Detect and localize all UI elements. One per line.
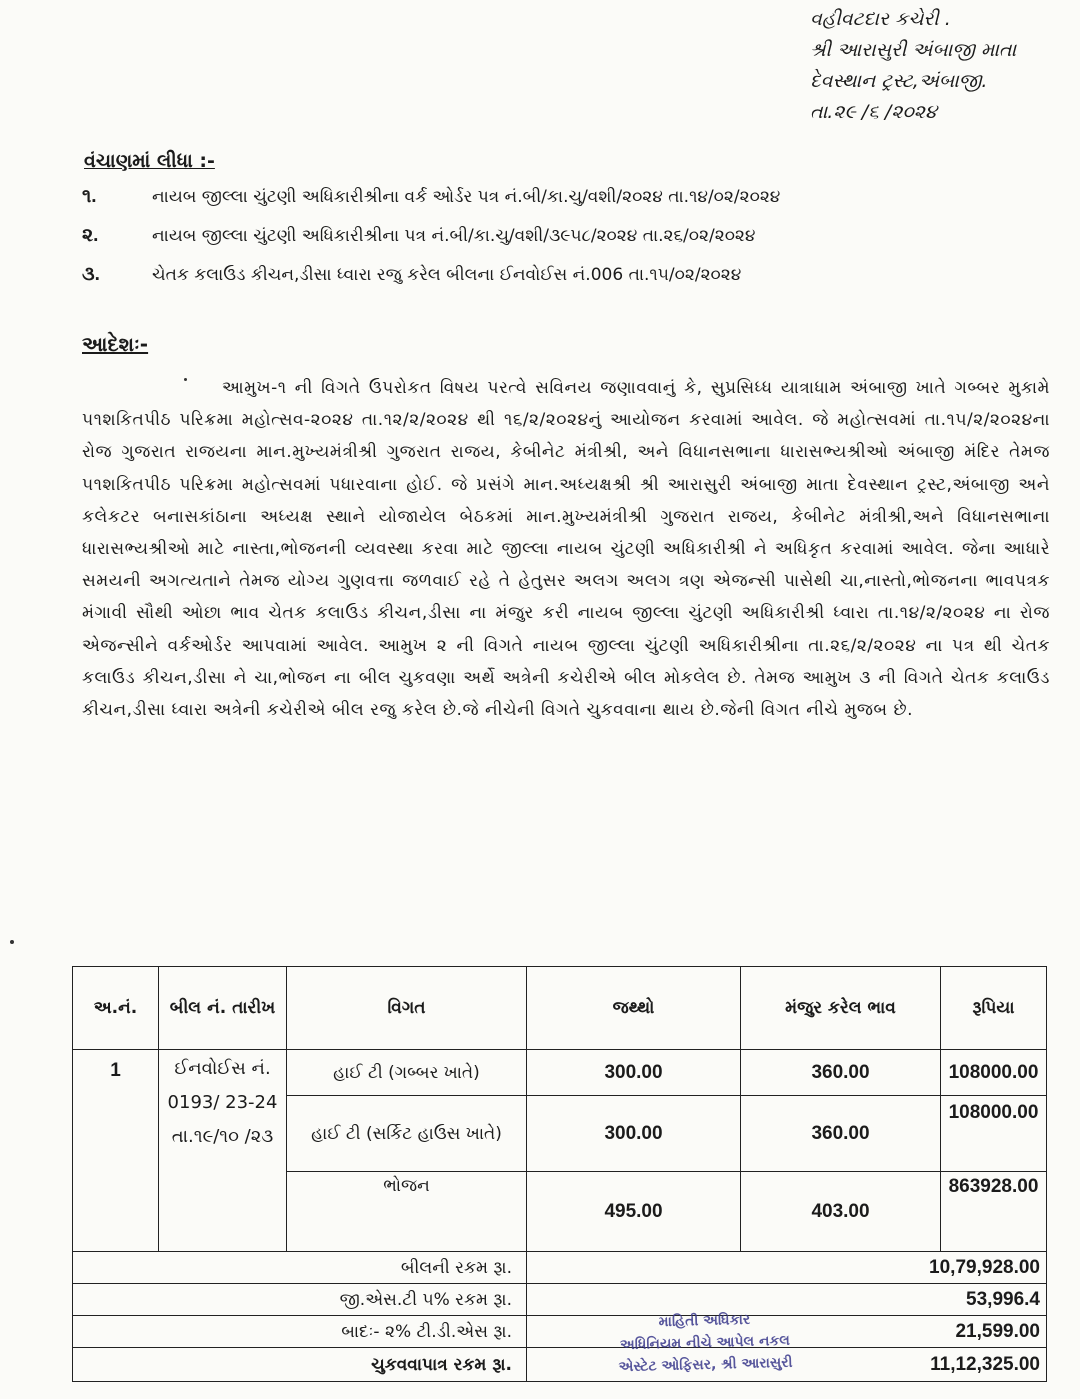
stamp-line: એસ્ટેટ ઓફિસર, શ્રી આરાસુરી [618,1354,793,1376]
reference-text: ચેતક કલાઉડ કીચન,ડીસા ધ્વારા રજુ કરેલ બીલના ઈનવોઈસ નં.006 તા.૧૫/૦૨/૨૦૨૪ [152,265,742,285]
header-date: તા.૨૯ /૬ /૨૦૨૪ [810,101,937,123]
total-row [73,1316,1047,1348]
reference-number: ૨. [82,225,99,246]
cell-rate: 403.00 [741,1172,941,1252]
cell-quantity: 300.00 [527,1050,741,1096]
cell-bill-ref: ઈનવોઈસ નં. 0193/ 23-24 તા.૧૯/૧૦ /૨૩ [159,1050,287,1252]
total-label: જી.એસ.ટી ૫% રકમ રૂા. [73,1284,527,1316]
bill-table [72,966,1047,1382]
order-body [82,372,1050,726]
col-header-quantity: જથ્થો [527,967,741,1050]
table-row [73,1050,1047,1096]
col-header-amount: રૂપિયા [941,967,1047,1050]
total-value: 10,79,928.00 [527,1252,1047,1284]
scan-speck [10,940,14,944]
cell-rate: 360.00 [741,1050,941,1096]
total-label: બીલની રકમ રૂા. [73,1252,527,1284]
col-header-bill-no: બીલ નં. તારીખ [159,967,287,1050]
cell-detail: હાઈ ટી (ગબ્બર ખાતે) [287,1050,527,1096]
total-row [73,1284,1047,1316]
stamp-line: અધિનિયમ નીચે આપેલ નકલ [619,1332,791,1354]
header-office: વહીવટદાર કચેરી . [810,8,951,30]
cell-amount: 108000.00 [941,1050,1047,1096]
scan-speck [184,378,187,381]
rti-stamp [574,1307,836,1380]
references-title: વંચાણમાં લીધા :- [84,150,215,172]
total-row [73,1252,1047,1284]
total-value: 11,12,325.00 [527,1348,1047,1382]
total-value: 21,599.00 [527,1316,1047,1348]
reference-text: નાયબ જીલ્લા ચુંટણી અધિકારીશ્રીના વર્ક ઓર્ડર પત્ર નં.બી/કા.ચુ/વશી/૨૦૨૪ તા.૧૪/૦૨/૨૦૨૪ [152,187,781,207]
stamp-line: માહિતી અધિકાર [658,1311,751,1331]
total-label: ચુકવવાપાત્ર રકમ રૂા. [73,1348,527,1382]
reference-text: નાયબ જીલ્લા ચુંટણી અધિકારીશ્રીના પત્ર નં.બી/કા.ચુ/વશી/૩૯૫૮/૨૦૨૪ તા.૨૬/૦૨/૨૦૨૪ [152,226,756,246]
office-header [810,4,1070,128]
cell-quantity: 300.00 [527,1096,741,1172]
cell-detail: હાઈ ટી (સર્કિટ હાઉસ ખાતે) [287,1096,527,1172]
reference-item [82,225,755,247]
total-row [73,1348,1047,1382]
reference-number: ૩. [82,264,100,285]
total-value: 53,996.4 [527,1284,1047,1316]
table-header-row [73,967,1047,1050]
reference-item [82,264,741,286]
cell-serial: 1 [73,1050,159,1252]
cell-detail: ભોજન [287,1172,527,1252]
reference-number: ૧. [82,186,97,207]
cell-amount: 863928.00 [941,1172,1047,1252]
col-header-approved-rate: મંજુર કરેલ ભાવ [741,967,941,1050]
order-body-text: આમુખ-૧ ની વિગતે ઉપરોકત વિષય પરત્વે સવિનય જણાવવાનું કે, સુપ્રસિધ્ધ યાત્રાધામ અંબાજી ખાતે ગબ્બર મુકામે ૫૧શકિતપીઠ પરિક્રમા મહોત્સવ-૨૦૨૪ તા.૧૨/૨/૨૦૨૪ થી ૧૬/૨/૨૦૨૪નું આયોજન કરવામાં આવેલ. જે મહોત્સવમાં તા.૧૫/૨/૨૦૨૪ના રોજ ગુજરાત રાજયના માન.મુખ્યમંત્રીશ્રી ગુજરાત રાજય, કેબીનેટ મંત્રીશ્રી, અને વિધાનસભાના ધારાસભ્યશ્રીઓ અંબાજી મંદિર તેમજ ૫૧શકિતપીઠ પરિક્રમા મહોત્સવમાં પધારવાના હોઈ. જે પ્રસંગે માન.અધ્યક્ષશ્રી શ્રી આરાસુરી અંબાજી માતા દેવસ્થાન ટ્રસ્ટ,અંબાજી અને કલેકટર બનાસકાંઠાના અધ્યક્ષ સ્થાને યોજાયેલ બેઠકમાં માન.મુખ્યમંત્રીશ્રી ગુજરાત રાજય, કેબીનેટ મંત્રીશ્રી,અને વિધાનસભાના ધારાસભ્યશ્રીઓ માટે નાસ્તા,ભોજનની વ્યવસ્થા કરવા માટે જીલ્લા નાયબ ચુંટણી અધિકારીશ્રી ને અધિકૃત કરવામાં આવેલ. જેના આધારે સમયની અગત્યતાને તેમજ યોગ્ય ગુણવત્તા જળવાઈ રહે તે હેતુસર અલગ અલગ ત્રણ એજન્સી પાસેથી ચા,નાસ્તો,ભોજનના ભાવપત્રક મંગાવી સૌથી ઓછા ભાવ ચેતક કલાઉડ કીચન,ડીસા ના મંજુર કરી નાયબ જીલ્લા ચુંટણી અધિકારીશ્રી ધ્વારા તા.૧૪/૨/૨૦૨૪ ના રોજ એજન્સીને વર્કઓર્ડર આપવામાં આવેલ. આમુખ ૨ ની વિગતે નાયબ જીલ્લા ચુંટણી અધિકારીશ્રીના તા.૨૬/૨/૨૦૨૪ ના પત્ર થી ચેતક કલાઉડ કીચન,ડીસા ને ચા,ભોજન ના બીલ ચુકવણા અર્થે અત્રેની કચેરીએ બીલ મોકલેલ છે. તેમજ આમુખ ૩ ની વિગતે ચેતક કલાઉડ કીચન,ડીસા ધ્વારા અત્રેની કચેરીએ બીલ રજુ કરેલ છે.જે નીચેની વિગતે ચુકવવાના થાય છે.જેની વિગત નીચે મુજબ છે. [82,378,1050,721]
cell-amount: 108000.00 [941,1096,1047,1172]
col-header-serial: અ.નં. [73,967,159,1050]
col-header-detail: વિગત [287,967,527,1050]
cell-quantity: 495.00 [527,1172,741,1252]
cell-rate: 360.00 [741,1096,941,1172]
total-label: બાદઃ- ૨% ટી.ડી.એસ રૂા. [73,1316,527,1348]
header-trust-name: શ્રી આરાસુરી અંબાજી માતા [810,39,1017,61]
header-trust-place: દેવસ્થાન ટ્રસ્ટ,અંબાજી. [810,70,988,92]
reference-item [82,186,780,208]
order-title: આદેશઃ- [82,332,149,356]
